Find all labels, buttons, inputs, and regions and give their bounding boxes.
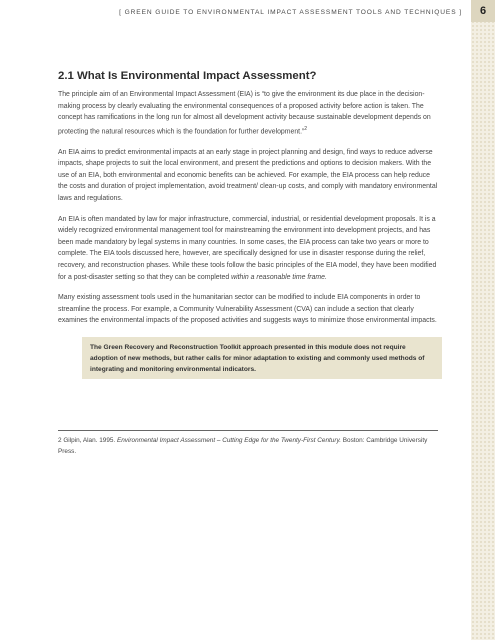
footnote: [58, 436, 438, 457]
decorative-side-strip: [471, 0, 495, 640]
page-number: 6: [471, 0, 495, 22]
paragraph-eia-aim: [58, 89, 438, 138]
footnote-tail: Boston: Cambridge University Press.: [58, 437, 428, 455]
section-title: 2.1 What Is Environmental Impact Assessment?: [58, 70, 317, 82]
running-header: [ GREEN GUIDE TO ENVIRONMENTAL IMPACT ASSESSMENT TOOLS AND TECHNIQUES ]: [119, 9, 462, 16]
paragraph-eia-aim-text: The principle aim of an Environmental Impact Assessment (EIA) is “to give the environment its due place in the decision-making process by clearly evaluating the environmental consequences of a proposed activity before action is taken. The concept has ramifications in the long run for almost all development activity because sustainable development depends on protecting the natural resources which is the foundation for further development.”: [58, 91, 431, 136]
paragraph-eia-mandate-text: An EIA is often mandated by law for major infrastructure, commercial, industrial, or residential development proposals. It is a widely recognized environmental management tool for mainstreaming the environment into development projects, and has been made mandatory by legal systems in many countries. In some cases, the EIA process can take two years or more to complete. The EIA tools discussed here, however, are specifically designed for use in disaster response during the relief, recovery, and reconstruction phases. While these tools follow the basic principles of the EIA model, they have been modified for a post-disaster setting so that they can be completed: [58, 215, 437, 281]
footnote-lead: 2 Gilpin, Alan. 1995.: [58, 437, 117, 444]
section-body: [58, 70, 438, 379]
paragraph-eia-purpose: An EIA aims to predict environmental impacts at an early stage in project planning and design, find ways to reduce adverse impacts, shape projects to suit the local environment, and present the predictions and options to decision makers. With the use of an EIA, both environmental and economic benefits can be achieved. For example, the EIA process can help reduce the costs and duration of project implementation, avoid treatment/ clean-up costs, and comply with mandatory environmental laws and regulations.: [58, 148, 438, 203]
paragraph-assessment-tools: Many existing assessment tools used in the humanitarian sector can be modified to include EIA components in order to streamline the process. For example, a Community Vulnerability Assessment (CVA) can include a section that clearly examines the environmental impacts of the proposed activities and suggests ways to minimize those environmental impacts.: [58, 294, 437, 325]
footnote-book-title: Environmental Impact Assessment – Cutting Edge for the Twenty-First Century.: [116, 437, 341, 444]
paragraph-eia-mandate: [58, 214, 438, 284]
footnote-reference: 2: [304, 125, 308, 132]
emphasis-time-frame: within a reasonable time frame.: [231, 273, 327, 281]
callout-box: The Green Recovery and Reconstruction Toolkit approach presented in this module does not require adoption of new methods, but rather calls for minor adaptation to existing and commonly used methods of integrating and monitoring environmental indicators.: [82, 337, 442, 379]
footnote-divider: [58, 430, 438, 431]
